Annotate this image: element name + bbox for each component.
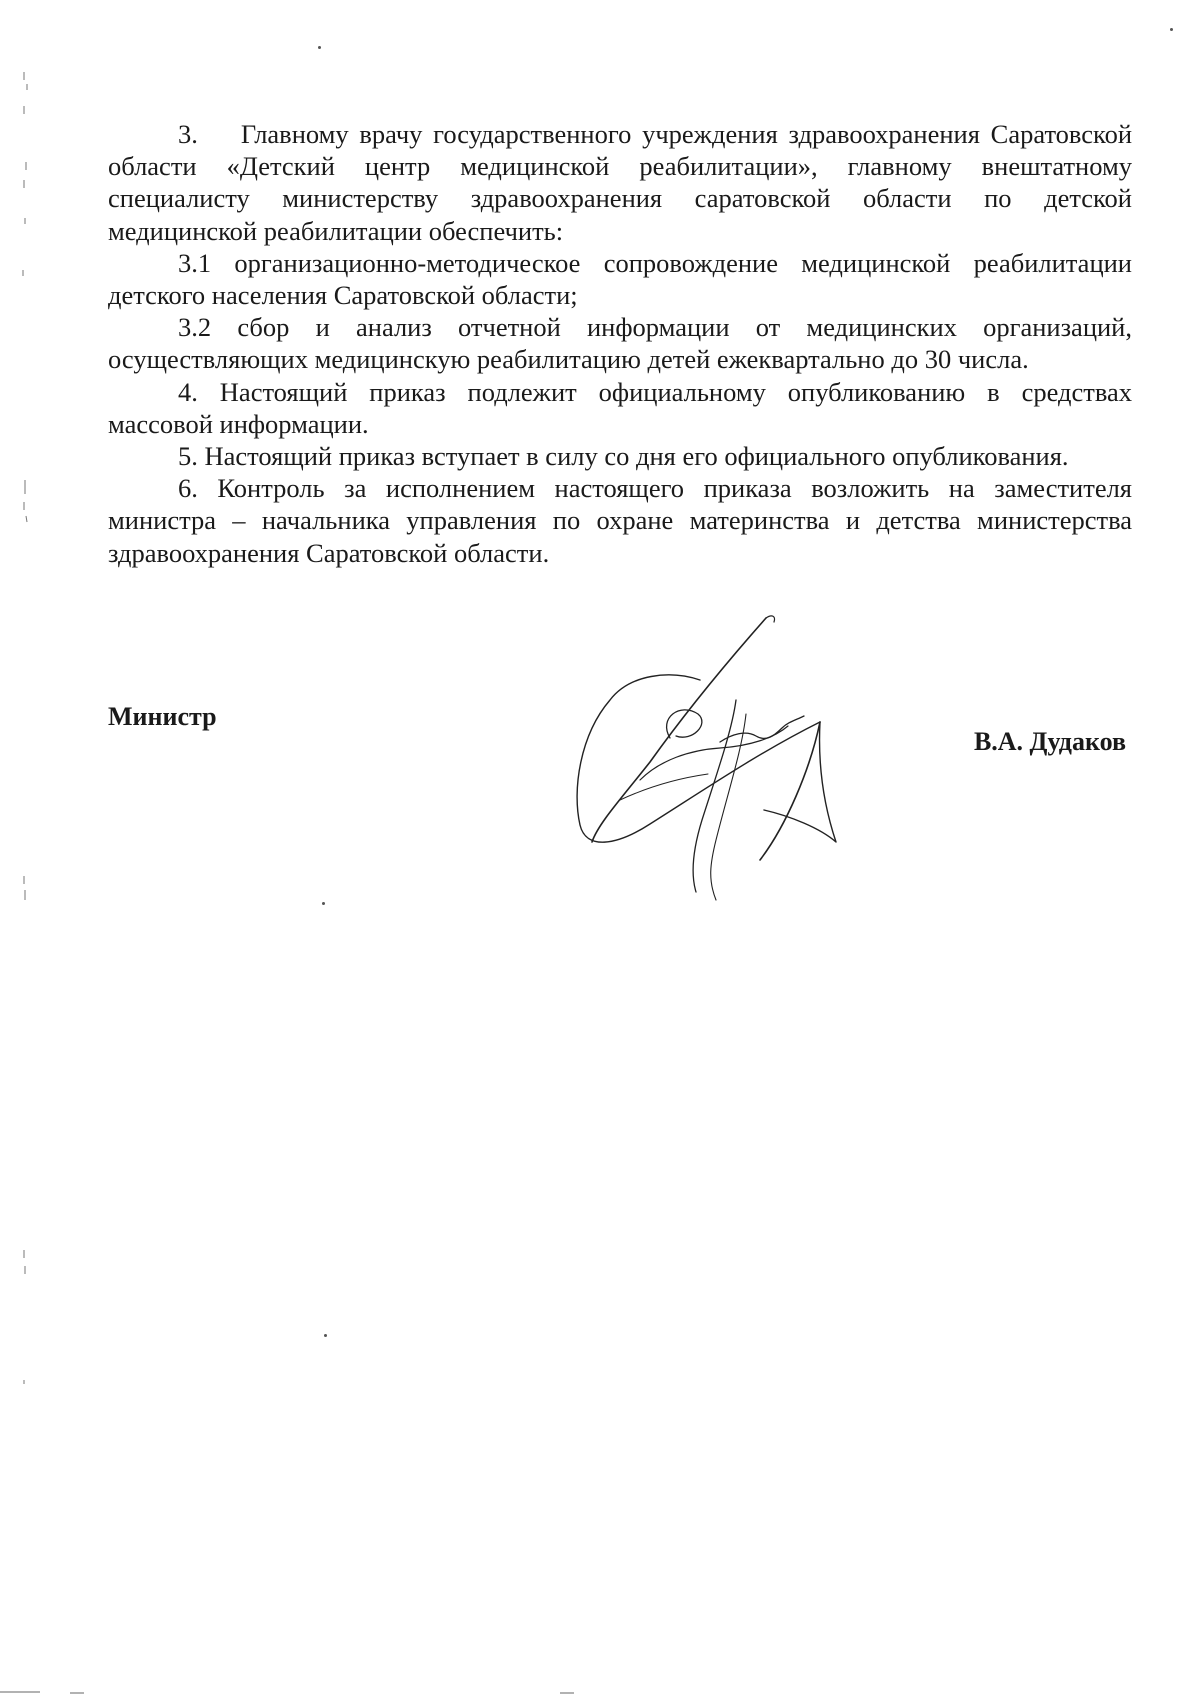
scan-speck — [318, 46, 321, 49]
paragraph-item-3: 3. Главному врачу государственного учреждения здравоохранения Саратовской области «Детский центр медицинской реабилитации», главному внештатному специалисту министерству здравоохранения саратовской области по детской медицинской реабилитации обеспечить: — [108, 119, 1132, 246]
scan-margin-marks — [18, 70, 32, 1670]
paragraph-item-6: 6. Контроль за исполнением настоящего приказа возложить на заместителя министра – начальника управления по охране материнства и детства министерства здравоохранения Саратовской области. — [108, 473, 1132, 568]
paragraph-item-5: 5. Настоящий приказ вступает в силу со дня его официального опубликования. — [178, 441, 1069, 472]
signature-block — [108, 620, 1132, 920]
paragraph-item-4: 4. Настоящий приказ подлежит официальному опубликованию в средствах массовой информации. — [108, 376, 1132, 439]
paragraph-item-3-1: 3.1 организационно-методическое сопровождение медицинской реабилитации детского населения Саратовской области; — [108, 247, 1132, 311]
scan-bottom-marks — [0, 1688, 1200, 1696]
scan-speck — [1170, 28, 1173, 31]
order-text — [108, 118, 1132, 569]
signer-name: В.А. Дудаков — [973, 727, 1126, 756]
paragraph-item-3-2: 3.2 сбор и анализ отчетной информации от медицинских организаций, осуществляющих медицинскую реабилитацию детей ежеквартально до 30 числа. — [108, 312, 1132, 375]
scan-speck — [324, 1334, 327, 1337]
position-title: Министр — [108, 702, 217, 731]
handwritten-signature — [520, 610, 860, 910]
